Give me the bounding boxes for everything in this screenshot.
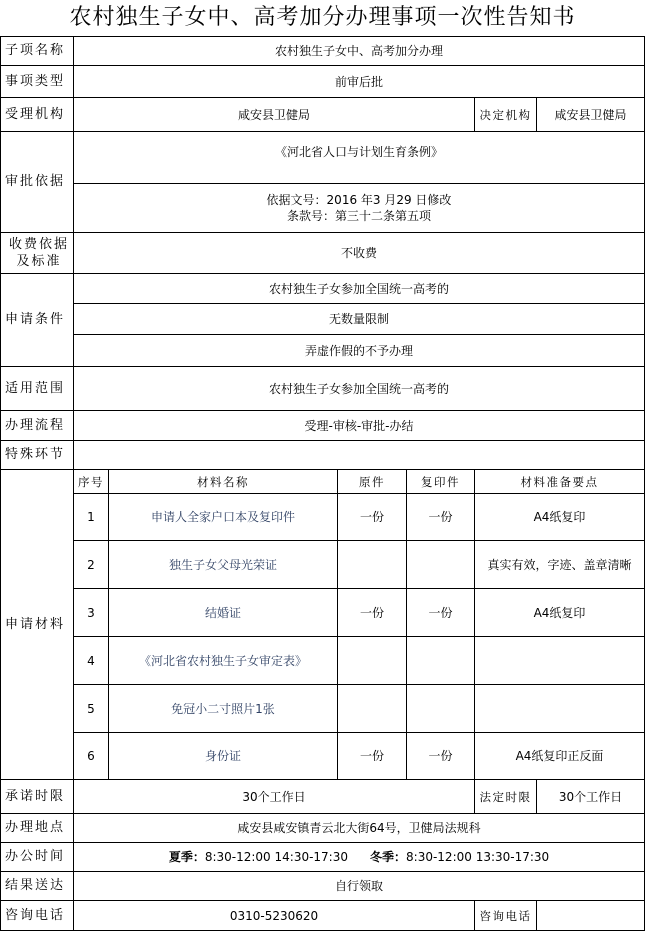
summer-hours: 8:30-12:00 14:30-17:30 [204, 850, 348, 864]
material-note [474, 684, 645, 733]
value-phone: 0310-5230620 [73, 900, 475, 931]
label-item-type: 事项类型 [0, 65, 74, 98]
material-copy: 一份 [406, 493, 475, 541]
material-name: 申请人全家户口本及复印件 [108, 493, 338, 541]
label-promise-limit: 承诺时限 [0, 779, 74, 814]
label-sub-item: 子项名称 [0, 36, 74, 66]
value-fee: 不收费 [73, 232, 645, 274]
material-note: A4纸复印正反面 [474, 732, 645, 780]
condition-item: 无数量限制 [73, 303, 645, 335]
material-no: 3 [73, 588, 109, 637]
materials-header-original: 原件 [337, 469, 407, 494]
label-process: 办理流程 [0, 410, 74, 441]
winter-hours: 8:30-12:00 13:30-17:30 [406, 850, 550, 864]
material-no: 4 [73, 636, 109, 685]
label-phone: 咨询电话 [0, 900, 74, 931]
label-accept-org: 受理机构 [0, 97, 74, 132]
approval-doc-number: 依据文号：2016 年3 月29 日修改 [266, 193, 452, 207]
label-decide-org: 决定机构 [474, 97, 537, 132]
material-name: 免冠小二寸照片1张 [108, 684, 338, 733]
label-legal-limit: 法定时限 [474, 779, 537, 814]
value-phone-2 [536, 900, 645, 931]
label-phone-2: 咨询电话 [474, 900, 537, 931]
material-original [337, 636, 407, 685]
material-copy [406, 540, 475, 589]
material-note: A4纸复印 [474, 588, 645, 637]
value-approval-law: 《河北省人口与计划生育条例》 [73, 131, 645, 184]
label-materials: 申请材料 [0, 469, 74, 780]
materials-header-note: 材料准备要点 [474, 469, 645, 494]
value-process: 受理-审核-审批-办结 [73, 410, 645, 441]
label-conditions: 申请条件 [0, 273, 74, 367]
material-note: A4纸复印 [474, 493, 645, 541]
material-original: 一份 [337, 588, 407, 637]
label-fee: 收费依据及标准 [0, 232, 74, 274]
condition-item: 农村独生子女参加全国统一高考的 [73, 273, 645, 304]
material-copy [406, 636, 475, 685]
materials-header-copy: 复印件 [406, 469, 475, 494]
value-item-type: 前审后批 [73, 65, 645, 98]
value-sub-item: 农村独生子女中、高考加分办理 [73, 36, 645, 66]
material-name: 身份证 [108, 732, 338, 780]
value-delivery: 自行领取 [73, 871, 645, 901]
material-no: 6 [73, 732, 109, 780]
value-decide-org: 咸安县卫健局 [536, 97, 645, 132]
approval-clause: 条款号：第三十二条第五项 [286, 209, 431, 223]
condition-item: 弄虚作假的不予办理 [73, 334, 645, 367]
material-original: 一份 [337, 493, 407, 541]
material-copy: 一份 [406, 732, 475, 780]
material-original [337, 540, 407, 589]
material-note [474, 636, 645, 685]
value-office-hours [73, 842, 645, 872]
material-name: 《河北省农村独生子女审定表》 [108, 636, 338, 685]
material-original: 一份 [337, 732, 407, 780]
material-name: 结婚证 [108, 588, 338, 637]
materials-header-name: 材料名称 [108, 469, 338, 494]
label-scope: 适用范围 [0, 366, 74, 411]
value-scope: 农村独生子女参加全国统一高考的 [73, 366, 645, 411]
label-delivery: 结果送达 [0, 871, 74, 901]
label-approval-basis: 审批依据 [0, 131, 74, 233]
material-name: 独生子女父母光荣证 [108, 540, 338, 589]
material-original [337, 684, 407, 733]
label-special: 特殊环节 [0, 440, 74, 470]
materials-header-no: 序号 [73, 469, 109, 494]
label-office-hours: 办公时间 [0, 842, 74, 872]
material-copy: 一份 [406, 588, 475, 637]
material-note: 真实有效，字迹、盖章清晰 [474, 540, 645, 589]
value-approval-doc [73, 183, 645, 233]
value-address: 咸安县咸安镇青云北大街64号，卫健局法规科 [73, 813, 645, 843]
label-address: 办理地点 [0, 813, 74, 843]
value-legal-limit: 30个工作日 [536, 779, 645, 814]
page-title: 农村独生子女中、高考加分办理事项一次性告知书 [69, 5, 576, 30]
winter-label: 冬季： [370, 850, 407, 864]
summer-label: 夏季： [168, 850, 205, 864]
material-no: 2 [73, 540, 109, 589]
value-special [73, 440, 645, 470]
material-no: 1 [73, 493, 109, 541]
value-promise-limit: 30个工作日 [73, 779, 475, 814]
material-copy [406, 684, 475, 733]
material-no: 5 [73, 684, 109, 733]
value-accept-org: 咸安县卫健局 [73, 97, 475, 132]
